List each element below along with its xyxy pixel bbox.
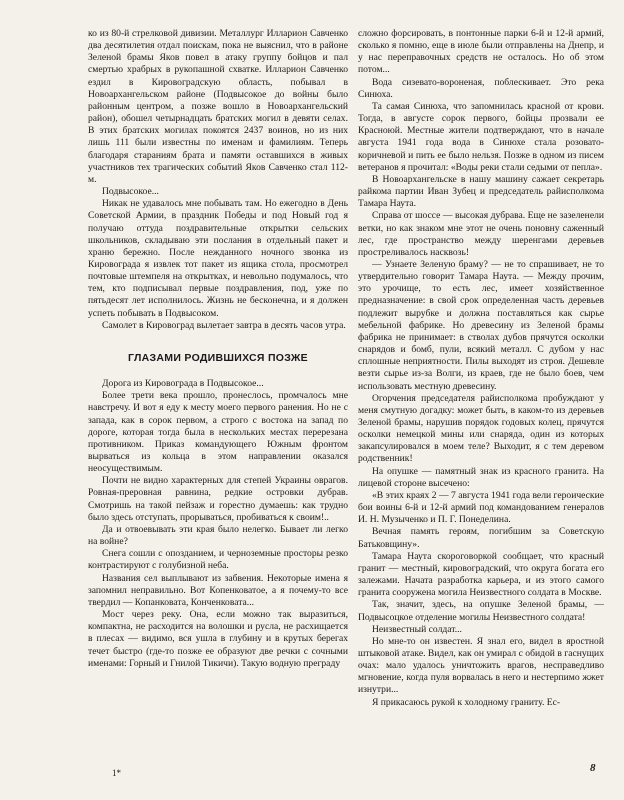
paragraph: Почти не видно характерных для степей Украины оврагов. Ровная-преровная равнина, редкие островки дубрав. Смотришь на такой пейзаж и горестно думаешь: как трудно было здесь отступать, прорываться, пробиваться к своим!.. <box>88 475 348 523</box>
signature-mark: 1* <box>112 768 121 778</box>
paragraph: Мост через реку. Она, если можно так выразиться, компактна, не расходится на волошки и русла, не расхищается в плесах — видимо, вся ушла в глубину и в крутых берегах течет быстро (где-то позже ее образуют две речки с сочными именами: Горный и Гнилой Тикичи). Такую водную преграду <box>88 609 348 669</box>
paragraph: Названия сел выплывают из забвения. Некоторые имена я запомнил неправильно. Вот Копенковатое, а я почему-то все твердил — Копанковата, Конченковата... <box>88 572 348 608</box>
paragraph: Тамара Наута скороговоркой сообщает, что красный гранит — местный, кировоградский, что округа богата его залежами. Начата разработка карьера, и из этого самого гранита сооружена могила Неизвестного солдата в Москве. <box>358 550 604 599</box>
paragraph: Дорога из Кировограда в Подвысокое... <box>102 378 264 390</box>
paragraph: На опушке — памятный знак из красного гранита. На лицевой стороне высечено: <box>358 465 604 489</box>
paragraph: Так, значит, здесь, на опушке Зеленой брамы, — Подвысоцкое отделение могилы Неизвестного солдата! <box>358 599 604 623</box>
paragraph: Огорчения председателя райисполкома пробуждают у меня смутную догадку: может быть, в каком-то из деревьев Зеленой брамы, нарушив порядок годовых колец, прячутся осколки немецкой мины или снаряда, один из которых закапсулировался в моем теле? Выходит, я с тем деревом родственник! <box>358 392 604 465</box>
paragraph: Да и отвоевывать эти края было нелегко. Бывает ли легко на войне? <box>88 523 348 548</box>
paragraph: «В этих краях 2 — 7 августа 1941 года вели героические бои воины 6-й и 12-й армий под командованием генералов И. Н. Музыченко и П. Г. Понеделина. <box>358 489 604 526</box>
paragraph: Вечная память героям, погибшим за Советскую Батьковщину». <box>358 526 604 550</box>
paragraph: ко из 80-й стрелковой дивизии. Металлург Илларион Савченко два десятилетия отдал поискам, пока не выяснил, что в районе Зеленой брамы Яков повел в атаку группу бойцов и пал смертью храбрых в рукопашной схватке. Илларион Савченко ездил в Кировоградскую область, побывал в Новоархангельском районе (Подвысокое до войны было районным центром, а позже вошло в Новоархангельский район), обошел четырнадцать братских могил в девяти селах. В этих братских могилах покоятся 2437 воинов, но из них лишь 111 были известны по именам и фамилиям. Теперь благодаря стараниям брата и памяти оставшихся в живых участников тех трагических событий Яков Савченко стал 112-м. <box>88 28 348 185</box>
paragraph: Но мне-то он известен. Я знал его, видел в яростной штыковой атаке. Видел, как он умирал с обидой в гаснущих очах: мало удалось уничтожить врагов, несправедливо мгновение, когда пуля ворвалась в него и нестерпимо жжет изнутри... <box>358 635 604 696</box>
paragraph: Самолет в Кировоград вылетает завтра в десять часов утра. <box>102 319 346 331</box>
paragraph: Вода сизевато-вороненая, поблескивает. Это река Синюха. <box>358 76 604 100</box>
paragraph: Неизвестный солдат... <box>372 623 462 635</box>
paragraph: Никак не удавалось мне побывать там. Но ежегодно в День Советской Армии, в праздник Победы и под Новый год я получаю оттуда поздравительные открытки сельских школьников, складываю эти послания в отдельный пакет и храню бережно. После нежданного ночного звонка из Кировограда я извлек тот пакет из ящика стола, просмотрел почтовые штемпеля на открытках, и невольно подумалось, что тем, кто подписывал первые поздравления, под, уже по пятьдесят лет исполнилось. Жизнь не бесконечна, и я должен успеть побывать в Подвысоком. <box>88 198 348 319</box>
paragraph: сложно форсировать, в понтонные парки 6-й и 12-й армий, сколько я помню, еще в июле были отправлены на Днепр, и у нас переправочных средств не осталось. Но об этом потом... <box>358 28 604 76</box>
page-number: 8 <box>590 762 596 774</box>
paragraph: — Узнаете Зеленую браму? — не то спрашивает, не то утвердительно говорит Тамара Наута. — Между прочим, это урочище, то есть лес, имеет хозяйственное предназначение: в свой срок определенная часть деревьев подлежит вырубке и должна поставляться как сырье мебельной фабрике. Но древесину из Зеленой брамы фабрика не принимает: в стволах дубов прячутся осколки снарядов и бомб, пули, всякий металл. С дубом у нас сплошные неприятности. Пилы выходят из строя. Дешевле везти сырье из-за Волги, из краев, где не было боев, чем использовать местную древесину. <box>358 258 604 392</box>
paragraph: Подвысокое... <box>102 186 159 198</box>
paragraph: Та самая Синюха, что запомнилась красной от крови. Тогда, в августе сорок первого, бойцы прозвали ее Красноюй. Местные жители подтверждают, что в начале августа 1941 года вода в Синюхе стала розовато-коричневой и пить ее было нельзя. Позже в одном из писем ветеранов я прочитал: «Воды реки стали седыми от пепла». <box>358 100 604 173</box>
paragraph: Снега сошли с опозданием, и черноземные просторы резко контрастируют с голубизной неба. <box>88 548 348 572</box>
paragraph: Более трети века прошло, пронеслось, промчалось мне навстречу. И вот я еду к месту моего первого ранения. Но не с запада, как в сорок первом, а строго с востока на запад по дороге, которая тогда была в нескольких местах перерезана противником. Приказ командующего Южным фронтом вырваться из кольца в этом направлении оказался неосуществимым. <box>88 390 348 475</box>
paragraph: Справа от шоссе — высокая дубрава. Еще не зазеленели ветки, но как знаком мне этот не очень поновну саженный лес, где пространство между шеренгами деревьев простреливалось насквозь! <box>358 210 604 258</box>
paragraph: Я прикасаюсь рукой к холодному граниту. Ес- <box>372 696 561 708</box>
section-heading: ГЛАЗАМИ РОДИВШИХСЯ ПОЗЖЕ <box>128 351 308 364</box>
right-column <box>358 28 604 709</box>
paragraph: В Новоархангельске в нашу машину сажает секретарь райкома партии Иван Зубец и председатель райисполкома Тамара Наута. <box>358 173 604 210</box>
left-column <box>88 28 348 670</box>
